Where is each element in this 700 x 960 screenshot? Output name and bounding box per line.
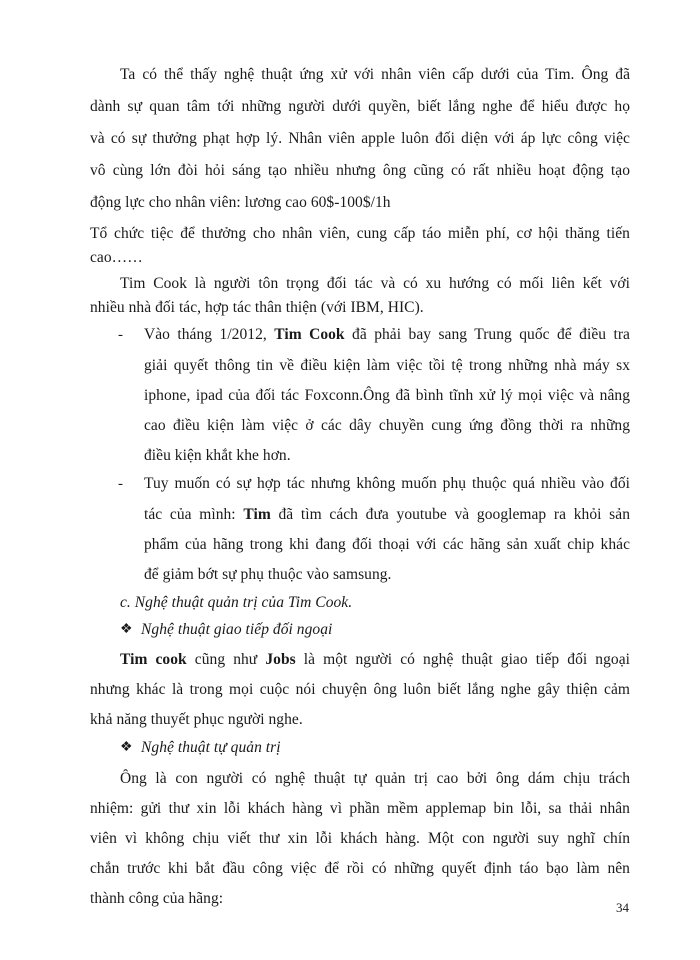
bullet-1-line-1: Vào tháng 1/2012, Tim Cook đã phải bay sang Trung quốc để điều tra	[144, 326, 630, 343]
bullet-1-line-5: điều kiện khắt khe hơn.	[144, 447, 291, 464]
subheading-self-management: Nghệ thuật tự quản trị	[141, 739, 281, 756]
paragraph-4-line-2: nhưng khác là trong mọi cuộc nói chuyện ông luôn biết lắng nghe gây thiện cảm	[90, 681, 630, 698]
bullet-2-line-3: phẩm của hãng trong khi đang đối thoại với các hãng sản xuất chip khác	[144, 536, 630, 553]
bullet-1-marker: -	[118, 327, 124, 343]
paragraph-5-line-3: viên vì không chịu viết thư xin lỗi khách hàng. Một con người suy nghĩ chín	[90, 830, 630, 847]
paragraph-5-line-5: thành công của hãng:	[90, 890, 224, 907]
paragraph-2-line-2: cao……	[90, 249, 143, 266]
paragraph-1-line-1: Ta có thể thấy nghệ thuật ứng xử với nhân viên cấp dưới của Tim. Ông đã	[120, 66, 630, 83]
page-number: 34	[616, 900, 630, 915]
paragraph-1-line-3: và có sự thưởng phạt hợp lý. Nhân viên apple luôn đối diện với áp lực công việc	[90, 130, 630, 147]
bullet-1-line-3: iphone, ipad của đối tác Foxconn.Ông đã bình tĩnh xử lý mọi việc và nâng	[144, 387, 630, 404]
diamond-bullet-icon: ❖	[120, 622, 133, 637]
paragraph-3-line-1: Tim Cook là người tôn trọng đối tác và có xu hướng có mối liên kết với	[120, 275, 630, 292]
section-heading-c: c. Nghệ thuật quản trị của Tim Cook.	[120, 594, 353, 611]
bullet-2-line-4: để giảm bớt sự phụ thuộc vào samsung.	[144, 566, 392, 583]
paragraph-5-line-4: chắn trước khi bắt đầu công việc để rồi có những quyết định táo bạo làm nên	[90, 860, 630, 877]
paragraph-1-line-5: động lực cho nhân viên: lương cao 60$-100$/1h	[90, 194, 391, 211]
bullet-2-line-1: Tuy muốn có sự hợp tác nhưng không muốn phụ thuộc quá nhiều vào đối	[144, 475, 630, 492]
bullet-1-line-2: giải quyết thông tin về điều kiện làm việc tồi tệ trong những nhà máy sx	[144, 357, 630, 374]
paragraph-5-line-1: Ông là con người có nghệ thuật tự quản trị cao bởi ông dám chịu trách	[120, 770, 630, 787]
paragraph-4-line-1: Tim cook cũng như Jobs là một người có nghệ thuật giao tiếp đối ngoại	[120, 651, 630, 668]
bullet-1-line-4: cao điều kiện làm việc ở các dây chuyền cung ứng đồng thời ra những	[144, 417, 630, 434]
paragraph-1-line-4: vô cùng lớn đòi hỏi sáng tạo nhiều nhưng ông cũng có rất nhiều hoạt động tạo	[90, 162, 630, 179]
subheading-foreign-relations: Nghệ thuật giao tiếp đối ngoại	[141, 621, 333, 638]
paragraph-1-line-2: dành sự quan tâm tới những người dưới quyền, biết lắng nghe để hiểu được họ	[90, 98, 630, 115]
paragraph-5-line-2: nhiệm: gửi thư xin lỗi khách hàng vì phần mềm applemap bin lỗi, sa thải nhân	[90, 800, 630, 817]
bullet-2-line-2: tác của mình: Tim đã tìm cách đưa youtube và googlemap ra khỏi sản	[144, 506, 630, 523]
diamond-bullet-icon: ❖	[120, 740, 133, 755]
paragraph-4-line-3: khả năng thuyết phục người nghe.	[90, 711, 303, 728]
paragraph-3-line-2: nhiều nhà đối tác, hợp tác thân thiện (với IBM, HIC).	[90, 299, 424, 316]
paragraph-2-line-1: Tổ chức tiệc để thưởng cho nhân viên, cung cấp táo miễn phí, cơ hội thăng tiến	[90, 225, 630, 242]
bullet-2-marker: -	[118, 476, 124, 492]
